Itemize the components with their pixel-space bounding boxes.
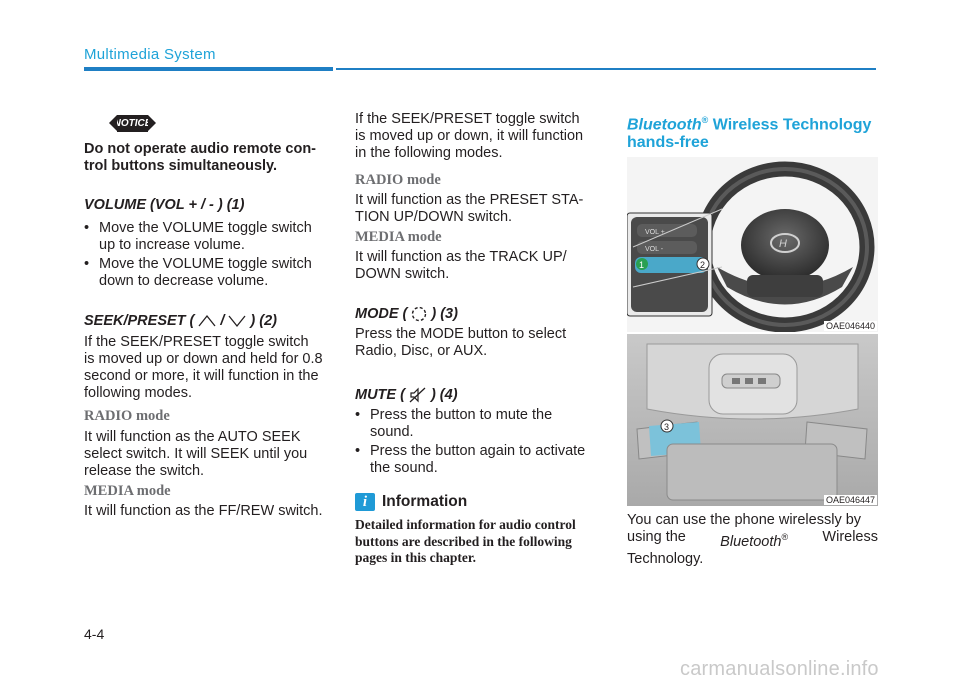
mode-heading: MODE ( ) (3) [355, 306, 458, 322]
img2-code: OAE046447 [825, 495, 875, 505]
bluetooth-title: Bluetooth® Wireless Technology hands-free [627, 115, 872, 152]
img1-code: OAE046440 [825, 321, 875, 331]
volume-heading: VOLUME (VOL + / - ) (1) [84, 197, 245, 213]
mute-icon [408, 386, 428, 404]
volume-bullet-up: • Move the VOLUME toggle switch up to increase volume. [84, 220, 312, 253]
radio-mode-heading-1: RADIO mode [84, 408, 170, 424]
media-mode-heading-1: MEDIA mode [84, 483, 171, 499]
media-mode-text-2: It will function as the TRACK UP/ DOWN switch. [355, 249, 567, 282]
header-rule-thin [336, 68, 876, 70]
volume-bullet-down: • Move the VOLUME toggle switch down to decrease volume. [84, 256, 312, 289]
seek-heading: SEEK/PRESET ( / ) (2) [84, 313, 278, 329]
mute-heading: MUTE ( ) (4) [355, 387, 458, 403]
svg-text:H: H [779, 238, 787, 250]
img1-callout-2: 2 [700, 260, 706, 270]
media-mode-heading-2: MEDIA mode [355, 229, 442, 245]
watermark: carmanualsonline.info [680, 658, 879, 680]
seek-up-icon [197, 314, 217, 328]
mute-bullet-1: • Press the button to mute the sound. [355, 407, 553, 440]
img2-callout-3: 3 [664, 422, 670, 432]
radio-mode-text-2: It will function as the PRESET STA- TION UP/DOWN switch. [355, 192, 584, 225]
seek-short-paragraph: If the SEEK/PRESET toggle switch is moved up or down, it will function in the following modes. [355, 111, 584, 161]
img1-vol-plus-label: VOL + [645, 229, 665, 236]
notice-badge: NOTICE [117, 115, 148, 132]
overhead-console-image [627, 334, 878, 506]
mode-paragraph: Press the MODE button to select Radio, Disc, or AUX. [355, 326, 567, 359]
page-number: 4-4 [84, 626, 105, 642]
radio-mode-text-1: It will function as the AUTO SEEK select switch. It will SEEK until you release the switch. [84, 429, 308, 479]
img1-callout-1: 1 [639, 260, 645, 270]
info-title: Information [382, 493, 468, 510]
section-title: Multimedia System [84, 46, 216, 63]
header-rule-thick [84, 67, 333, 71]
notice-text: Do not operate audio remote con- trol buttons simultaneously. [84, 141, 317, 174]
steering-wheel-image [627, 157, 878, 332]
info-icon: i [355, 493, 375, 511]
img1-vol-minus-label: VOL - [645, 246, 664, 253]
info-text: Detailed information for audio control buttons are described in the following pages in this chapter. [355, 517, 576, 565]
seek-paragraph: If the SEEK/PRESET toggle switch is moved up or down and held for 0.8 second or more, it will function in the following modes. [84, 334, 323, 401]
media-mode-text-1: It will function as the FF/REW switch. [84, 503, 323, 519]
mode-icon [410, 305, 428, 323]
radio-mode-heading-2: RADIO mode [355, 172, 441, 188]
mute-bullet-2: • Press the button again to activate the sound. [355, 443, 586, 476]
seek-down-icon [227, 314, 247, 328]
bluetooth-paragraph: You can use the phone wirelessly by using the Bluetooth® Wireless Technology. [627, 512, 878, 567]
